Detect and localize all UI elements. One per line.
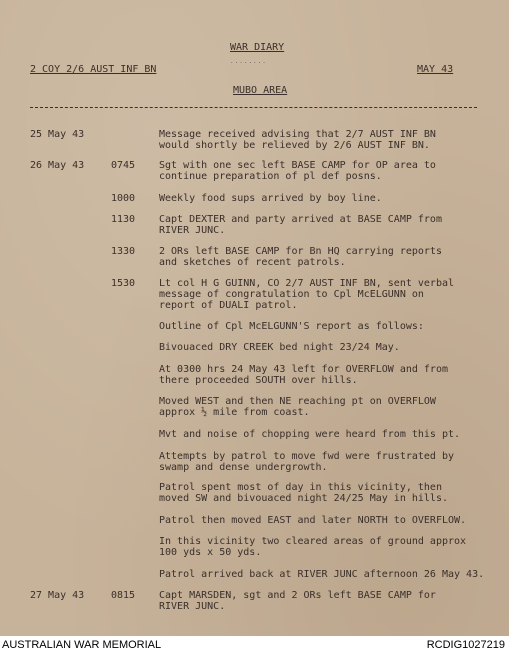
entry-time: 0745 xyxy=(111,160,136,171)
entry-date: 27 May 43 xyxy=(30,590,85,601)
entry-text: Attempts by patrol to move fwd were frustrated by swamp and dense undergrowth. xyxy=(159,451,455,473)
page-title: WAR DIARY xyxy=(230,42,285,53)
entry-text: Weekly food sups arrived by boy line. xyxy=(159,193,382,204)
entry-text: In this vicinity two cleared areas of ground approx 100 yds x 50 yds. xyxy=(159,536,467,558)
entry-time: 1130 xyxy=(111,214,136,225)
entry-text: Patrol arrived back at RIVER JUNC afternoon 26 May 43. xyxy=(159,569,485,580)
entry-text: Lt col H G GUINN, CO 2/7 AUST INF BN, sent verbal message of congratulation to Cpl McELGUNN on report of DUALI patrol. xyxy=(159,278,455,311)
entry-text: Moved WEST and then NE reaching pt on OVERFLOW approx ½ mile from coast. xyxy=(159,396,436,418)
entry-date: 26 May 43 xyxy=(30,160,85,171)
entry-text: Mvt and noise of chopping were heard from this pt. xyxy=(159,429,461,440)
entry-text: Patrol then moved EAST and later NORTH to OVERFLOW. xyxy=(159,515,467,526)
entry-text: Sgt with one sec left BASE CAMP for OP area to continue preparation of pl def posns. xyxy=(159,160,436,182)
entry-text: Capt MARSDEN, sgt and 2 ORs left BASE CAMP for RIVER JUNC. xyxy=(159,590,436,612)
header-divider xyxy=(30,107,477,108)
entry-date: 25 May 43 xyxy=(30,129,85,140)
entry-time: 1530 xyxy=(111,278,136,289)
entry-text: Capt DEXTER and party arrived at BASE CAMP from RIVER JUNC. xyxy=(159,214,442,236)
entry-text: 2 ORs left BASE CAMP for Bn HQ carrying reports and sketches of recent patrols. xyxy=(159,246,442,268)
entry-text: At 0300 hrs 24 May 43 left for OVERFLOW and from there proceeded SOUTH over hills. xyxy=(159,364,448,386)
entry-time: 1330 xyxy=(111,246,136,257)
entry-text: Bivouaced DRY CREEK bed night 23/24 May. xyxy=(159,342,400,353)
entry-time: 1000 xyxy=(111,193,136,204)
archive-footer xyxy=(0,636,509,654)
entry-text: Patrol spent most of day in this vicinity, then moved SW and bivouaced night 24/25 May in hills. xyxy=(159,482,448,504)
diary-month: MAY 43 xyxy=(417,64,454,75)
entry-text: Outline of Cpl McELGUNN'S report as follows: xyxy=(159,321,424,332)
entry-text: Message received advising that 2/7 AUST INF BN would shortly be relieved by 2/6 AUST INF BN. xyxy=(159,129,436,151)
entry-time: 0815 xyxy=(111,590,136,601)
page-subtitle: ........ xyxy=(230,58,267,65)
footer-record-id: RCDIG1027219 xyxy=(426,639,505,651)
footer-institution: AUSTRALIAN WAR MEMORIAL xyxy=(2,639,162,651)
area-name: MUBO AREA xyxy=(233,85,288,96)
unit-name: 2 COY 2/6 AUST INF BN xyxy=(30,64,157,75)
